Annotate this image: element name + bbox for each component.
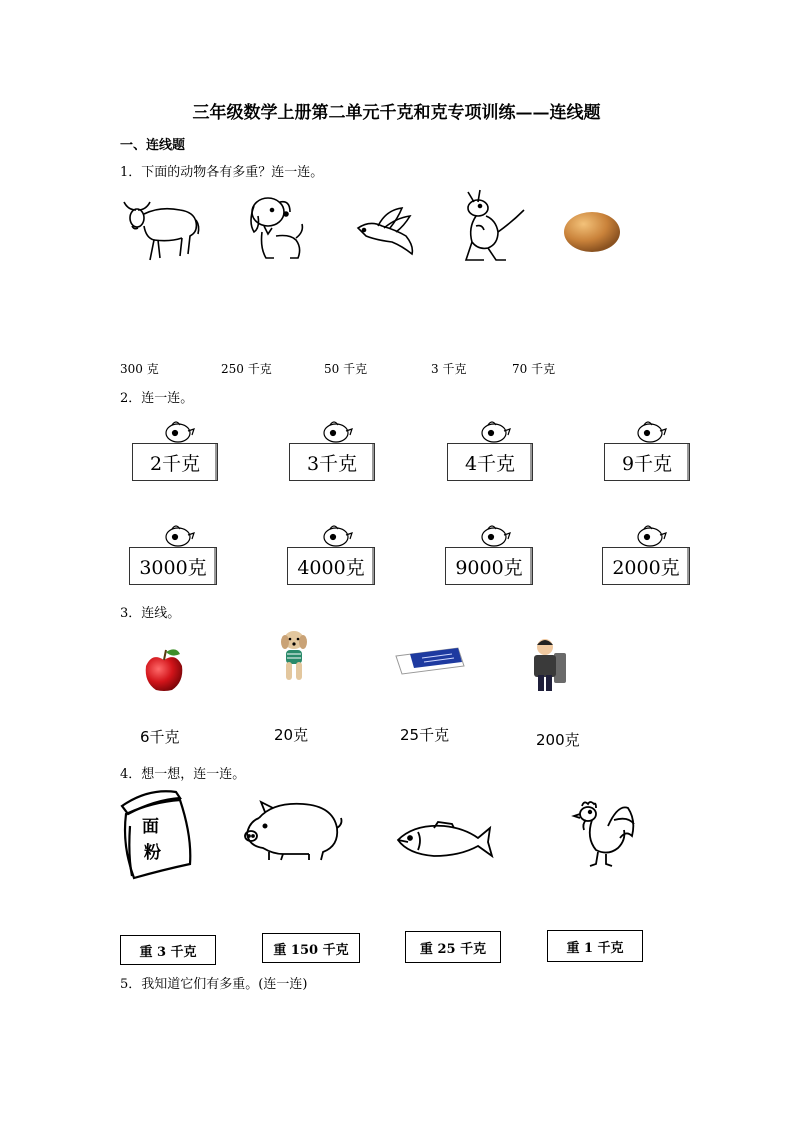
dog-image [246, 192, 306, 264]
chick-icon [634, 523, 668, 547]
chick-icon [478, 419, 512, 443]
flour-bag-label-2: 粉 [144, 843, 161, 863]
bird-image [356, 206, 416, 258]
q1-weight-2: 250 千克 [221, 362, 272, 376]
q3-weight-3: 25千克 [400, 726, 450, 744]
chick-icon [162, 419, 196, 443]
q2-box-top-2[interactable]: 3千克 [289, 443, 375, 481]
q3-weight-2: 20克 [274, 726, 309, 744]
q1-weight-3: 50 千克 [324, 362, 368, 376]
fish-image [394, 820, 494, 860]
question-1-prompt: 1．下面的动物各有多重？连一连。 [120, 165, 324, 180]
puppy-image [279, 630, 309, 684]
q1-weight-5: 70 千克 [512, 362, 556, 376]
q4-weight-box-1[interactable]: 重 3 千克 [120, 935, 216, 965]
q3-weight-1: 6千克 [140, 728, 180, 746]
q4-weight-box-4[interactable]: 重 1 千克 [547, 930, 643, 962]
chick-icon [162, 523, 196, 547]
q3-weight-4: 200克 [536, 731, 580, 749]
q2-box-top-4[interactable]: 9千克 [604, 443, 690, 481]
chick-icon [634, 419, 668, 443]
schoolboy-image [528, 637, 568, 693]
chick-icon [320, 419, 354, 443]
ox-image [120, 196, 200, 266]
q2-box-bottom-4[interactable]: 2000克 [602, 547, 690, 585]
q2-box-bottom-2[interactable]: 4000克 [287, 547, 375, 585]
question-2-prompt: 2．连一连。 [120, 391, 194, 406]
q2-box-bottom-3[interactable]: 9000克 [445, 547, 533, 585]
q1-weight-4: 3 千克 [431, 362, 467, 376]
egg-image [562, 210, 622, 254]
q2-box-bottom-1[interactable]: 3000克 [129, 547, 217, 585]
q4-weight-box-2[interactable]: 重 150 千克 [262, 933, 360, 963]
q2-box-top-3[interactable]: 4千克 [447, 443, 533, 481]
q2-box-top-1[interactable]: 2千克 [132, 443, 218, 481]
q1-weight-1: 300 克 [120, 362, 159, 376]
question-5-prompt: 5．我知道它们有多重。(连一连) [120, 977, 308, 992]
section-heading: 一、连线题 [120, 138, 186, 153]
eraser-image [392, 642, 468, 680]
apple-image [144, 646, 184, 694]
pig-image [243, 798, 343, 862]
flour-bag-label-1: 面 [142, 817, 159, 837]
question-4-prompt: 4．想一想，连一连。 [120, 767, 246, 782]
question-3-prompt: 3．连线。 [120, 606, 181, 621]
q4-weight-box-3[interactable]: 重 25 千克 [405, 931, 501, 963]
page-title: 三年级数学上册第二单元千克和克专项训练——连线题 [192, 103, 601, 123]
chick-icon [478, 523, 512, 547]
chick-icon [320, 523, 354, 547]
rooster-image [568, 800, 638, 868]
kangaroo-image [462, 188, 528, 264]
